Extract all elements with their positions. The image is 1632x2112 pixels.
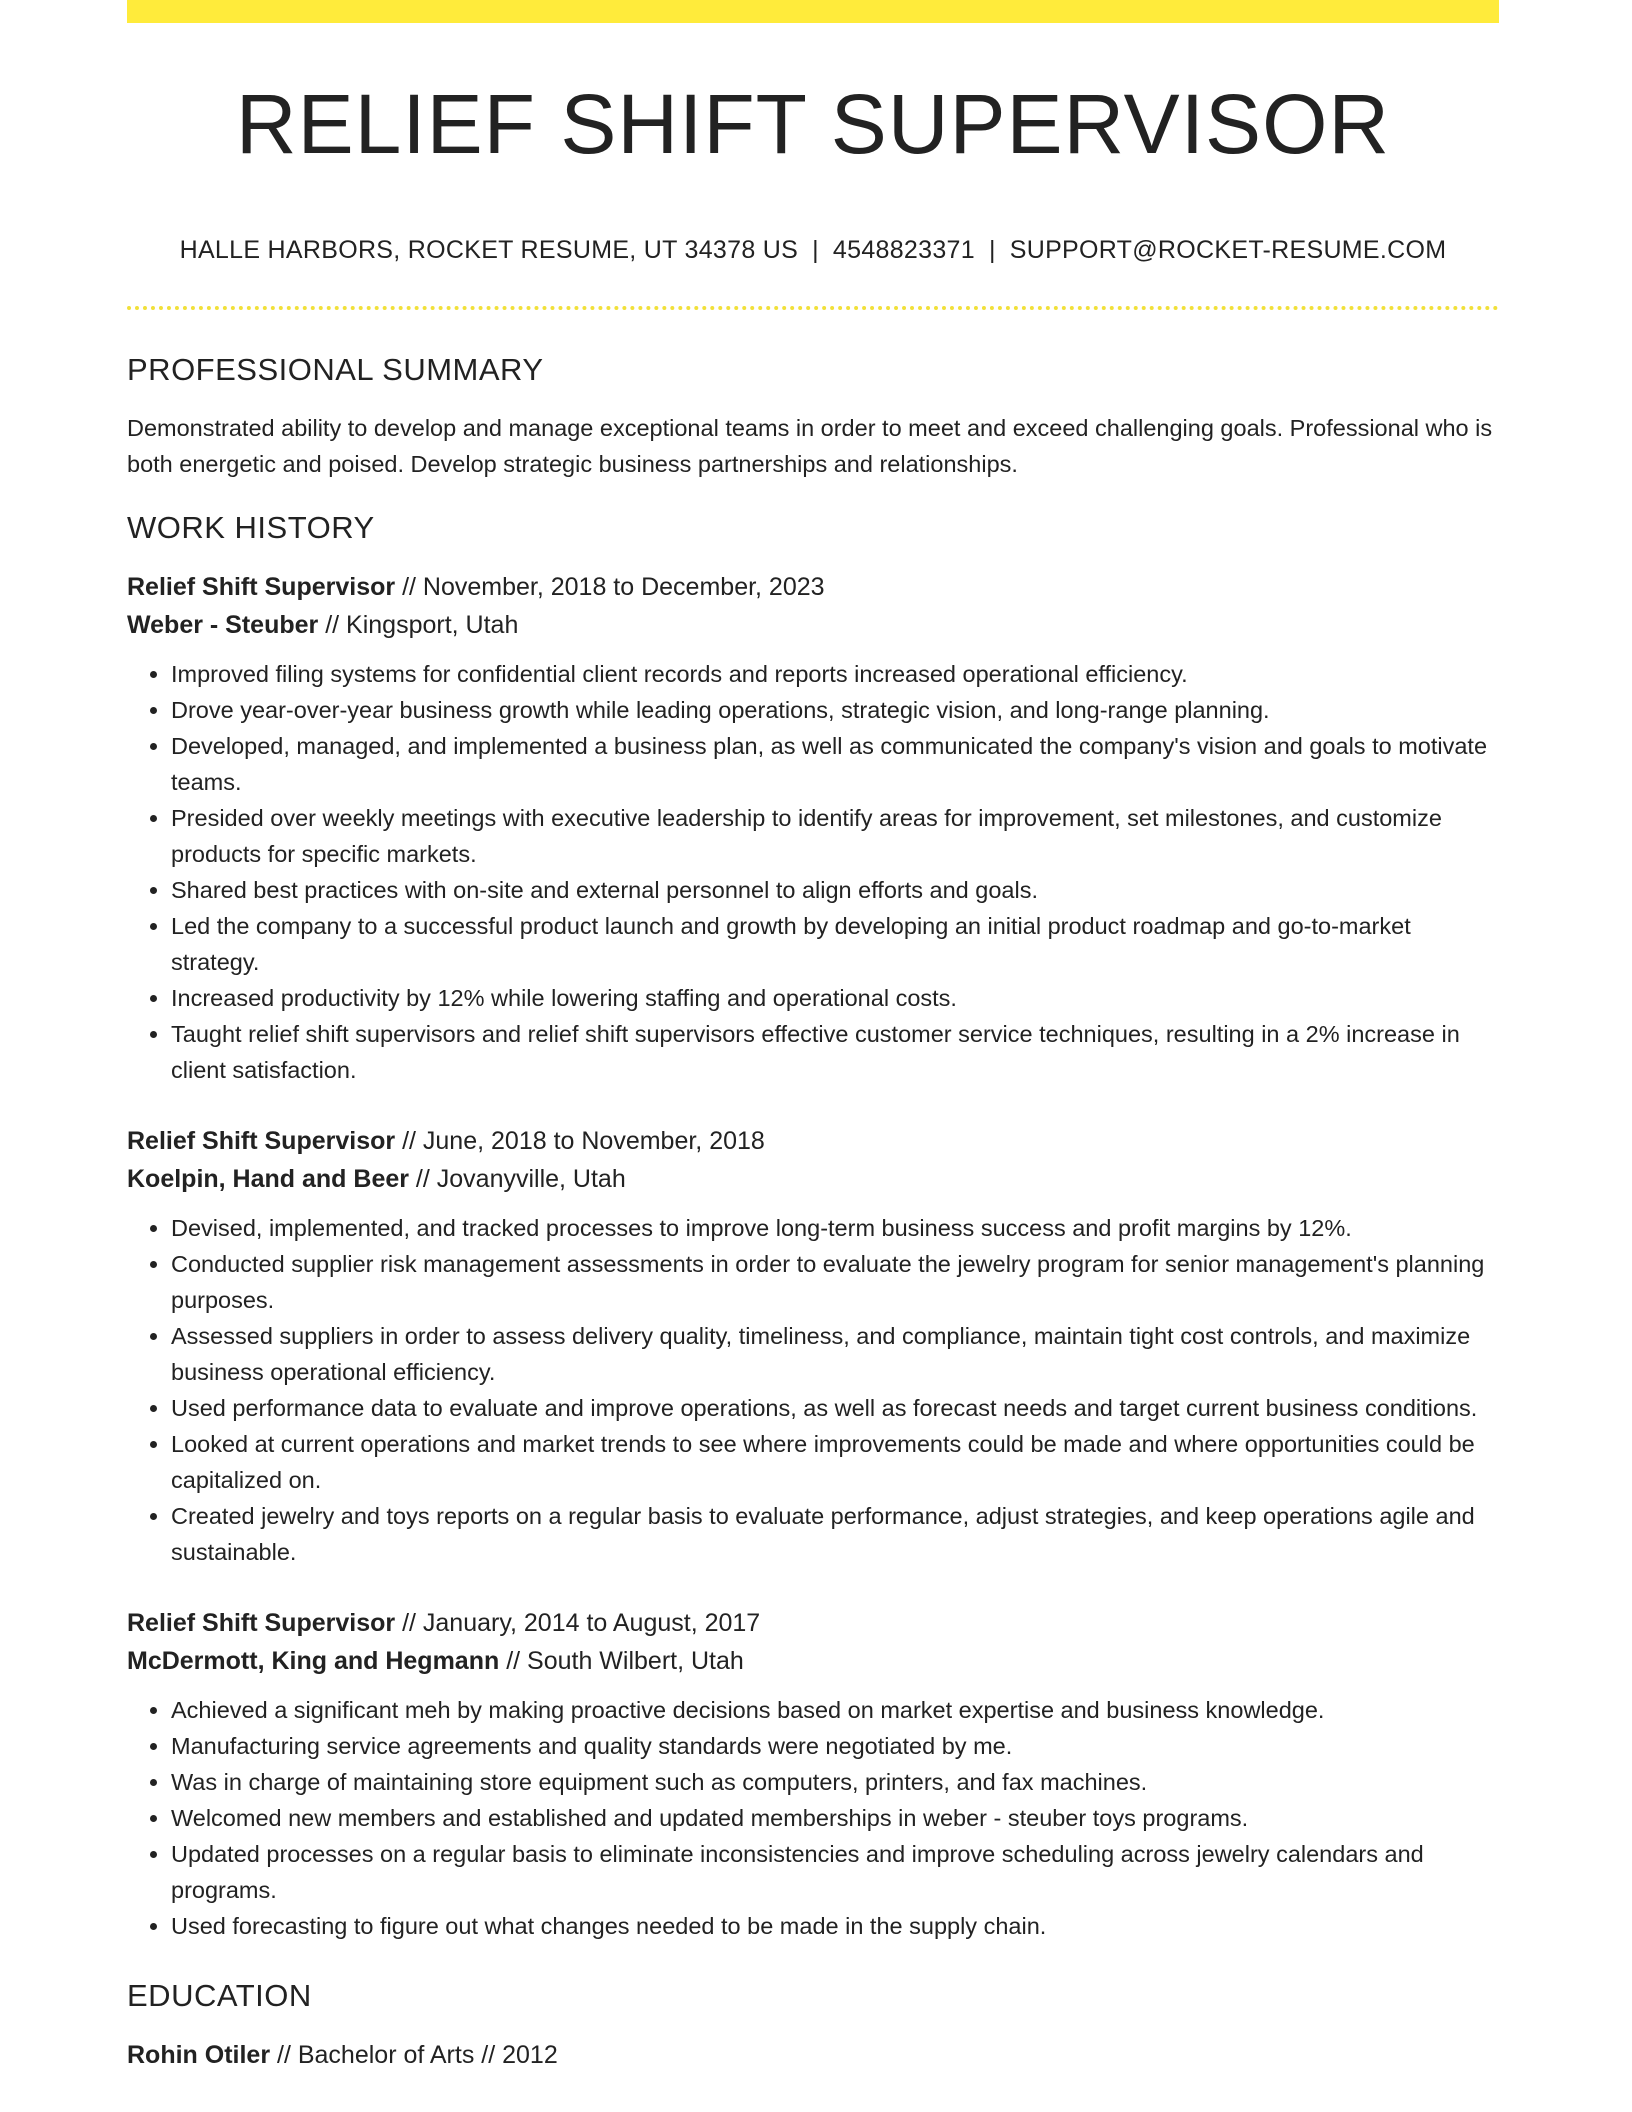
job-title-line [127, 568, 1499, 606]
job-title: Relief Shift Supervisor [127, 1127, 396, 1155]
accent-top-bar [127, 0, 1499, 23]
job-dates: // June, 2018 to November, 2018 [395, 1127, 765, 1155]
summary-text: Demonstrated ability to develop and manage exceptional teams in order to meet and exceed challenging goals. Professional who is both energetic and poised. Develop strategic business partnerships and relationships. [127, 415, 1493, 477]
job-location: // South Wilbert, Utah [499, 1647, 744, 1675]
job-entry [127, 1122, 1499, 1570]
resume-title: RELIEF SHIFT SUPERVISOR [235, 77, 1391, 171]
job-dates: // January, 2014 to August, 2017 [395, 1609, 761, 1637]
job-bullet: • Taught relief shift supervisors and relief shift supervisors effective customer service techniques, resulting in a 2% increase in client satisfaction. [171, 1016, 1499, 1088]
job-location: // Jovanyville, Utah [408, 1165, 626, 1193]
summary-heading: PROFESSIONAL SUMMARY [127, 352, 544, 387]
job-bullet: • Improved filing systems for confidential client records and reports increased operational efficiency. [171, 656, 1499, 692]
education-school: Rohin Otiler [127, 2041, 271, 2069]
job-bullet: • Devised, implemented, and tracked processes to improve long-term business success and profit margins by 12%. [171, 1210, 1499, 1246]
job-title-line [127, 1604, 1499, 1642]
job-bullet: • Updated processes on a regular basis to eliminate inconsistencies and improve scheduling across jewelry calendars and programs. [171, 1836, 1499, 1908]
job-bullets [127, 1210, 1499, 1570]
job-company: Koelpin, Hand and Beer [127, 1165, 409, 1193]
job-bullet: • Presided over weekly meetings with executive leadership to identify areas for improvement, set milestones, and customize products for specific markets. [171, 800, 1499, 872]
job-dates: // November, 2018 to December, 2023 [395, 573, 825, 601]
contact-separator: | [812, 236, 819, 264]
work-history-heading: WORK HISTORY [127, 510, 375, 545]
job-bullet: • Increased productivity by 12% while lowering staffing and operational costs. [171, 980, 1499, 1016]
job-title: Relief Shift Supervisor [127, 1609, 396, 1637]
job-location: // Kingsport, Utah [318, 611, 519, 639]
job-company: Weber - Steuber [127, 611, 319, 639]
job-company-line [127, 1160, 1499, 1198]
job-entry [127, 1604, 1499, 1944]
job-company-line [127, 1642, 1499, 1680]
contact-phone[interactable]: 4548823371 [832, 236, 975, 264]
job-bullet: • Was in charge of maintaining store equipment such as computers, printers, and fax machines. [171, 1764, 1499, 1800]
job-title-line [127, 1122, 1499, 1160]
job-company: McDermott, King and Hegmann [127, 1647, 500, 1675]
contact-address: HALLE HARBORS, ROCKET RESUME, UT 34378 US [179, 236, 799, 264]
education-heading: EDUCATION [127, 1978, 312, 2013]
contact-line [127, 236, 1499, 265]
job-company-line [127, 606, 1499, 644]
job-entry [127, 568, 1499, 1088]
contact-email[interactable]: SUPPORT@ROCKET-RESUME.COM [1009, 236, 1447, 264]
job-bullet: • Created jewelry and toys reports on a regular basis to evaluate performance, adjust strategies, and keep operations agile and sustainable. [171, 1498, 1499, 1570]
job-bullets [127, 656, 1499, 1088]
job-bullet: • Manufacturing service agreements and quality standards were negotiated by me. [171, 1728, 1499, 1764]
job-bullet: • Used performance data to evaluate and improve operations, as well as forecast needs and target current business conditions. [171, 1390, 1499, 1426]
job-bullet: • Assessed suppliers in order to assess delivery quality, timeliness, and compliance, maintain tight cost controls, and maximize business operational efficiency. [171, 1318, 1499, 1390]
education-line [127, 2036, 1499, 2074]
job-bullet: • Conducted supplier risk management assessments in order to evaluate the jewelry program for senior management's planning purposes. [171, 1246, 1499, 1318]
job-bullet: • Developed, managed, and implemented a business plan, as well as communicated the company's vision and goals to motivate teams. [171, 728, 1499, 800]
dotted-divider [127, 306, 1499, 310]
contact-separator: | [988, 236, 996, 264]
job-title: Relief Shift Supervisor [127, 573, 396, 601]
job-bullets [127, 1692, 1499, 1944]
resume-body [127, 352, 1499, 2074]
job-bullet: • Achieved a significant meh by making proactive decisions based on market expertise and business knowledge. [171, 1692, 1499, 1728]
job-bullet: • Looked at current operations and market trends to see where improvements could be made and where opportunities could be capitalized on. [171, 1426, 1499, 1498]
job-bullet: • Welcomed new members and established and updated memberships in weber - steuber toys programs. [171, 1800, 1499, 1836]
job-bullet: • Used forecasting to figure out what changes needed to be made in the supply chain. [171, 1908, 1499, 1944]
job-bullet: • Led the company to a successful product launch and growth by developing an initial product roadmap and go-to-market strategy. [171, 908, 1499, 980]
job-bullet: • Drove year-over-year business growth while leading operations, strategic vision, and long-range planning. [171, 692, 1499, 728]
job-bullet: • Shared best practices with on-site and external personnel to align efforts and goals. [171, 872, 1499, 908]
education-details: // Bachelor of Arts // 2012 [270, 2041, 558, 2069]
